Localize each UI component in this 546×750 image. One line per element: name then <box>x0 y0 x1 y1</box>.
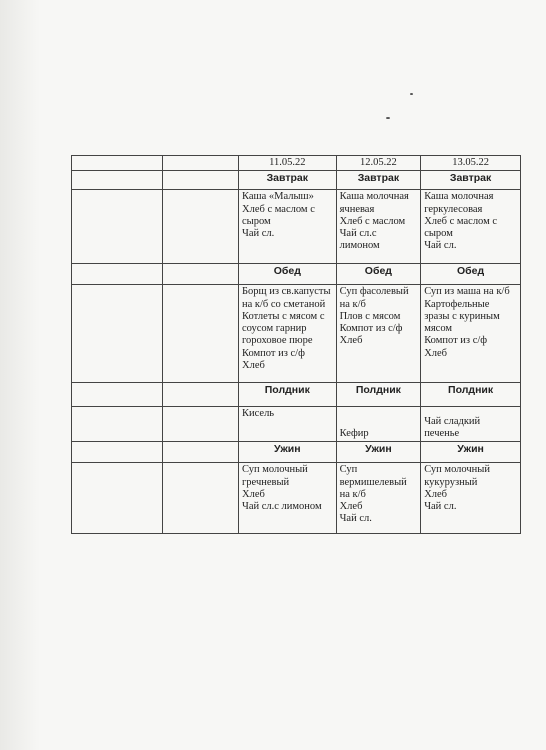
snack-header-row <box>72 383 521 407</box>
meal-label-snack: Полдник <box>336 383 421 407</box>
date-cell: 11.05.22 <box>239 156 337 171</box>
dinner-cell: Суп молочный кукурузный Хлеб Чай сл. <box>421 463 521 534</box>
meal-label-lunch: Обед <box>336 264 421 285</box>
snack-cell: Кефир <box>336 407 421 442</box>
empty-cell <box>163 407 239 442</box>
breakfast-header-row <box>72 171 521 190</box>
empty-cell <box>72 264 163 285</box>
snack-row <box>72 407 521 442</box>
breakfast-cell: Каша молочная геркулесовая Хлеб с маслом с сыром Чай сл. <box>421 190 521 264</box>
date-cell: 13.05.22 <box>421 156 521 171</box>
empty-cell <box>163 285 239 383</box>
date-cell: 12.05.22 <box>336 156 421 171</box>
meal-label-lunch: Обед <box>421 264 521 285</box>
empty-cell <box>72 156 163 171</box>
lunch-header-row <box>72 264 521 285</box>
empty-cell <box>163 171 239 190</box>
snack-cell: Кисель <box>239 407 337 442</box>
snack-cell: Чай сладкий печенье <box>421 407 521 442</box>
scan-page-edge <box>0 0 40 750</box>
empty-cell <box>72 171 163 190</box>
meal-label-lunch: Обед <box>239 264 337 285</box>
empty-cell <box>72 285 163 383</box>
empty-cell <box>163 383 239 407</box>
date-row <box>72 156 521 171</box>
empty-cell <box>72 383 163 407</box>
dinner-row <box>72 463 521 534</box>
meal-label-breakfast: Завтрак <box>239 171 337 190</box>
dinner-cell: Суп молочный гречневый Хлеб Чай сл.с лимоном <box>239 463 337 534</box>
breakfast-row <box>72 190 521 264</box>
empty-cell <box>72 190 163 264</box>
meal-label-dinner: Ужин <box>421 442 521 463</box>
dinner-cell: Суп вермишелевый на к/б Хлеб Чай сл. <box>336 463 421 534</box>
empty-cell <box>163 442 239 463</box>
menu-table <box>71 155 521 534</box>
dinner-header-row <box>72 442 521 463</box>
meal-label-dinner: Ужин <box>239 442 337 463</box>
scan-speck <box>410 93 413 95</box>
breakfast-cell: Каша молочная ячневая Хлеб с маслом Чай сл.с лимоном <box>336 190 421 264</box>
scan-speck <box>386 117 390 119</box>
lunch-row <box>72 285 521 383</box>
lunch-cell: Суп фасолевый на к/б Плов с мясом Компот из с/ф Хлеб <box>336 285 421 383</box>
meal-label-breakfast: Завтрак <box>421 171 521 190</box>
meal-label-snack: Полдник <box>239 383 337 407</box>
meal-label-snack: Полдник <box>421 383 521 407</box>
breakfast-cell: Каша «Малыш» Хлеб с маслом с сыром Чай сл. <box>239 190 337 264</box>
empty-cell <box>163 190 239 264</box>
meal-label-dinner: Ужин <box>336 442 421 463</box>
empty-cell <box>163 264 239 285</box>
empty-cell <box>72 407 163 442</box>
meal-label-breakfast: Завтрак <box>336 171 421 190</box>
empty-cell <box>163 156 239 171</box>
empty-cell <box>163 463 239 534</box>
empty-cell <box>72 442 163 463</box>
lunch-cell: Суп из маша на к/б Картофельные зразы с куриным мясом Компот из с/ф Хлеб <box>421 285 521 383</box>
lunch-cell: Борщ из св.капусты на к/б со сметаной Котлеты с мясом с соусом гарнир гороховое пюре Компот из с/ф Хлеб <box>239 285 337 383</box>
empty-cell <box>72 463 163 534</box>
